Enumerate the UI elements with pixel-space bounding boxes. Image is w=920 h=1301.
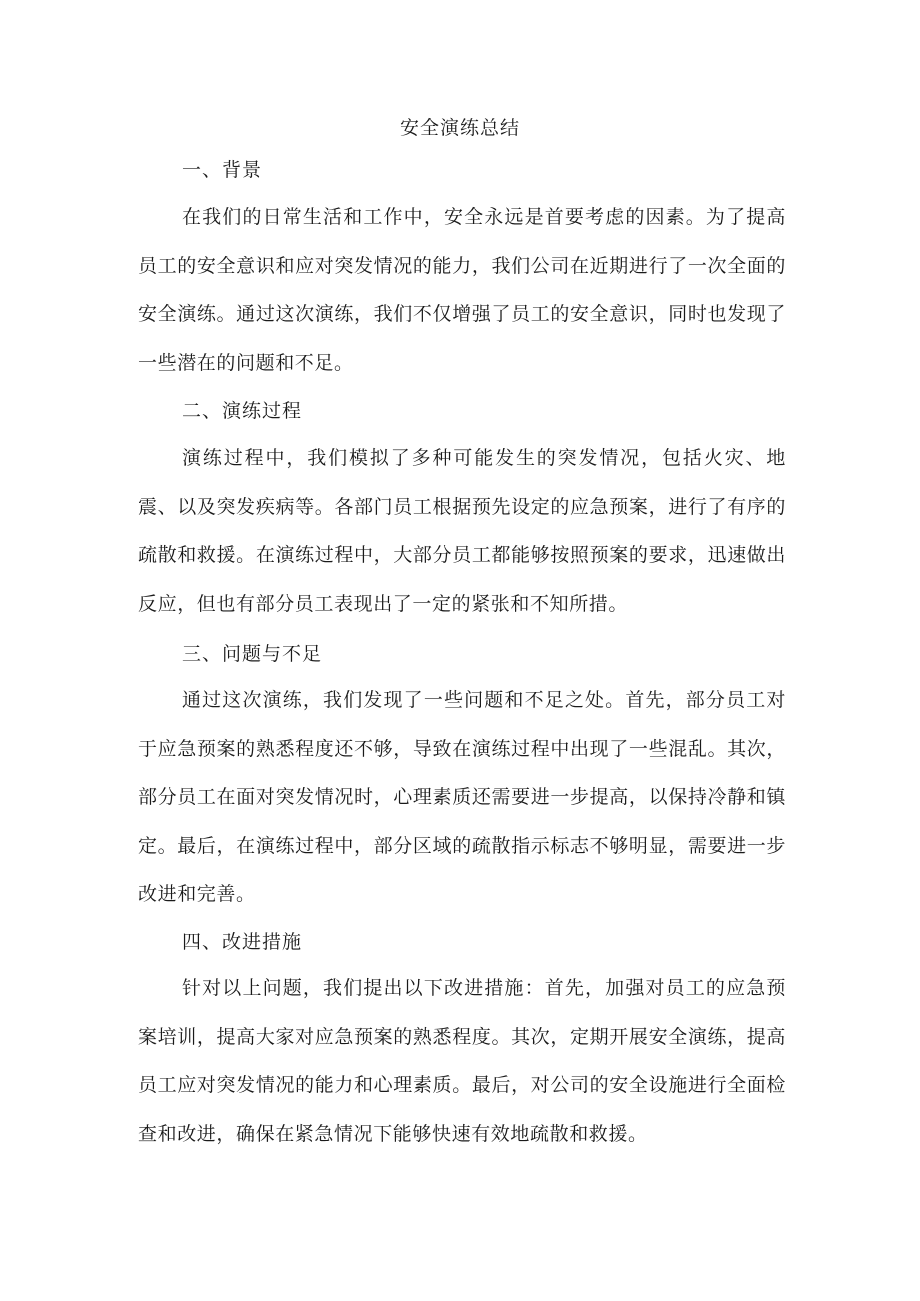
section-heading-drill-process: 二、演练过程 — [182, 400, 303, 422]
section-heading-improvements: 四、改进措施 — [182, 931, 303, 953]
section-heading-problems: 三、问题与不足 — [182, 643, 323, 665]
section-body-drill-process: 演练过程中，我们模拟了多种可能发生的突发情况，包括火灾、地震、以及突发疾病等。各部门员工根据预先设定的应急预案，进行了有序的疏散和救援。在演练过程中，大部分员工都能够按照预案的要求，迅速做出反应，但也有部分员工表现出了一定的紧张和不知所措。 — [138, 447, 786, 615]
document-title: 安全演练总结 — [399, 117, 520, 139]
section-body-problems: 通过这次演练，我们发现了一些问题和不足之处。首先，部分员工对于应急预案的熟悉程度还不够，导致在演练过程中出现了一些混乱。其次，部分员工在面对突发情况时，心理素质还需要进一步提高，以保持冷静和镇定。最后，在演练过程中，部分区域的疏散指示标志不够明显，需要进一步改进和完善。 — [138, 689, 786, 905]
section-body-improvements: 针对以上问题，我们提出以下改进措施：首先，加强对员工的应急预案培训，提高大家对应急预案的熟悉程度。其次，定期开展安全演练，提高员工应对突发情况的能力和心理素质。最后，对公司的安全设施进行全面检查和改进，确保在紧急情况下能够快速有效地疏散和救援。 — [138, 977, 786, 1145]
section-heading-background: 一、背景 — [182, 159, 263, 181]
section-body-background: 在我们的日常生活和工作中，安全永远是首要考虑的因素。为了提高员工的安全意识和应对突发情况的能力，我们公司在近期进行了一次全面的安全演练。通过这次演练，我们不仅增强了员工的安全意识，同时也发现了一些潜在的问题和不足。 — [138, 206, 786, 374]
